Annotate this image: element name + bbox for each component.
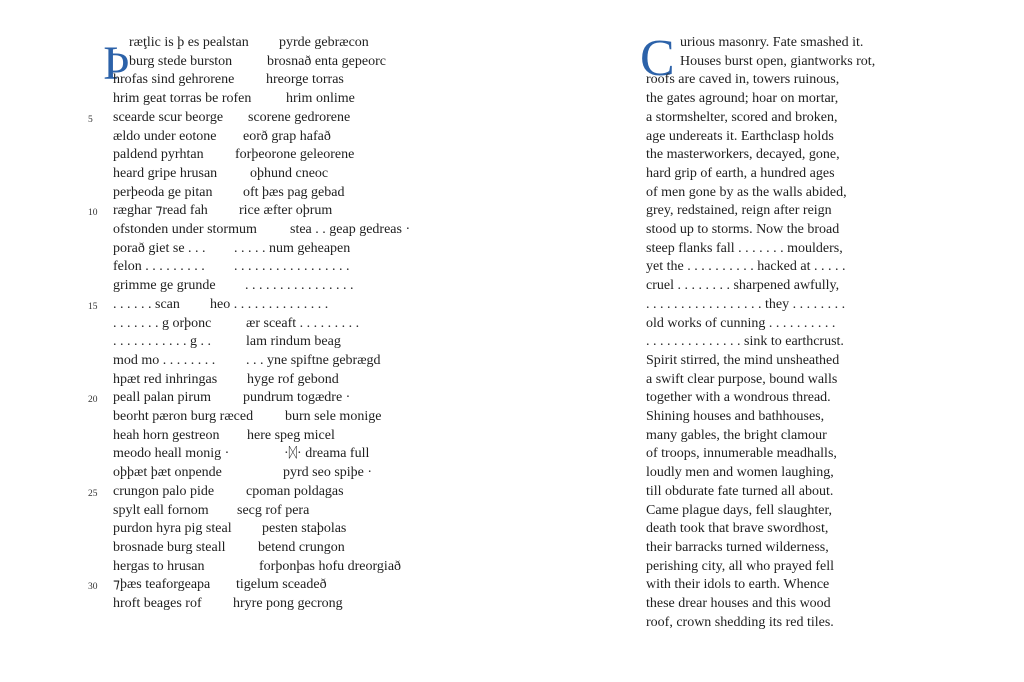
first-half-line: perþeoda ge pitan (113, 184, 213, 200)
second-half-line: pundrum togædre · (243, 390, 351, 406)
second-half-line: . . . . . . . . . . . . . . . . (245, 278, 354, 294)
first-half-line: heah horn gestreon (113, 427, 220, 443)
translation-dropcap: C (640, 30, 675, 87)
first-half-line: grimme ge grunde (113, 278, 216, 294)
second-half-line: stea . . geap gedreas · (290, 222, 411, 237)
second-half-line: ær sceaft . . . . . . . . . (246, 315, 360, 331)
second-half-line: oþhund cneoc (250, 165, 329, 181)
second-half-line: pesten staþolas (262, 521, 347, 537)
second-half-line: scorene gedrorene (248, 109, 351, 125)
first-half-line: hroft beages rof (113, 596, 202, 611)
first-half-line: meodo heall monig · (113, 446, 230, 462)
second-half-line: heo . . . . . . . . . . . . . . (210, 296, 329, 312)
first-half-line: paldend pyrhtan (113, 147, 204, 163)
first-half-line: purdon hyra pig steal (113, 521, 232, 537)
line-number: 10 (88, 208, 98, 219)
first-half-line: brosnade burg steall (113, 539, 226, 555)
second-half-line: oft þæs pag gebad (243, 184, 345, 200)
second-half-line: pyrde gebræcon (279, 35, 369, 50)
second-half-line: rice æfter oþrum (239, 203, 333, 219)
second-half-line: forþeorone geleorene (235, 147, 355, 163)
translation-line: loudly men and women laughing, (646, 465, 834, 481)
first-half-line: hergas to hrusan (113, 558, 205, 574)
translation-line: Spirit stirred, the mind unsheathed (646, 352, 840, 368)
first-half-line: felon . . . . . . . . . (113, 259, 205, 275)
line-number: 20 (88, 395, 98, 406)
first-half-line: mod mo . . . . . . . . (113, 352, 216, 368)
translation-line: of men gone by as the walls abided, (646, 184, 847, 200)
first-half-line: ofstonden under stormum (113, 222, 257, 237)
second-half-line: pyrd seo spiþe · (283, 465, 373, 481)
translation-line: grey, redstained, reign after reign (646, 203, 832, 219)
second-half-line: lam rindum beag (246, 334, 341, 350)
translation-line: roof, crown shedding its red tiles. (646, 614, 834, 630)
translation-line: . . . . . . . . . . . . . . . . . they . . . . . . . . (646, 296, 846, 312)
line-number: 5 (88, 114, 93, 125)
translation-line: death took that brave swordhost, (646, 521, 829, 537)
second-half-line: eorð grap hafað (243, 128, 331, 144)
second-half-line: ·ᛞ· dreama full (284, 446, 370, 462)
translation-line: yet the . . . . . . . . . . hacked at . . . . . (646, 259, 846, 275)
translation-line: Came plague days, fell slaughter, (646, 502, 833, 518)
second-half-line: here speg micel (247, 427, 335, 443)
translation-line: old works of cunning . . . . . . . . . . (646, 315, 836, 331)
translation-line: the gates aground; hoar on mortar, (646, 91, 839, 107)
second-half-line: hrim onlime (286, 91, 355, 107)
second-half-line: burn sele monige (285, 409, 382, 424)
second-half-line: . . . . . num geheapen (234, 240, 351, 256)
first-half-line: porað giet se . . . (113, 240, 206, 256)
line-number: 15 (88, 301, 98, 312)
first-half-line: heard gripe hrusan (113, 165, 218, 181)
first-half-line: . . . . . . . g orþonc (113, 315, 212, 331)
translation-line: a stormshelter, scored and broken, (646, 109, 838, 125)
second-half-line: hyge rof gebond (247, 371, 339, 387)
first-half-line: spylt eall fornom (113, 502, 209, 518)
translation-line: . . . . . . . . . . . . . . sink to earthcrust. (646, 334, 844, 350)
translation-line: their barracks turned wilderness, (646, 539, 829, 555)
translation-line: the masterworkers, decayed, gone, (646, 147, 840, 163)
first-half-line: oþþæt þæt onpende (113, 465, 222, 481)
translation-line: these drear houses and this wood (646, 596, 831, 611)
first-half-line: ræţlic is þ es pealstan (129, 35, 249, 50)
second-half-line: secg rof pera (237, 502, 310, 518)
first-half-line: hpæt red inhringas (113, 371, 218, 387)
second-half-line: betend crungon (258, 539, 345, 555)
second-half-line: brosnað enta gepeorc (267, 53, 386, 69)
translation-line: together with a wondrous thread. (646, 390, 831, 406)
first-half-line: scearde scur beorge (113, 109, 224, 125)
translation-line: hard grip of earth, a hundred ages (646, 165, 835, 181)
translation-line: Shining houses and bathhouses, (646, 409, 825, 424)
translation-line: of troops, innumerable meadhalls, (646, 446, 837, 462)
old-english-dropcap: Þ (103, 37, 130, 90)
translation-page (512, 0, 1024, 682)
translation-line: age undereats it. Earthclasp holds (646, 128, 834, 144)
translation-line: a swift clear purpose, bound walls (646, 371, 838, 387)
second-half-line: hreorge torras (266, 72, 344, 88)
first-half-line: . . . . . . . . . . . g . . (113, 334, 211, 350)
translation-line: urious masonry. Fate smashed it. (680, 35, 864, 50)
translation-line: perishing city, all who prayed fell (646, 558, 835, 574)
translation-line: roofs are caved in, towers ruinous, (646, 72, 840, 88)
second-half-line: forþonþas hofu dreorgiað (259, 558, 402, 574)
first-half-line: beorht pæron burg ræced (113, 409, 254, 424)
second-half-line: . . . . . . . . . . . . . . . . . (234, 259, 350, 275)
second-half-line: . . . yne spiftne gebrægd (246, 352, 381, 368)
first-half-line: . . . . . . scan (113, 296, 180, 312)
translation-line: with their idols to earth. Whence (646, 577, 830, 593)
first-half-line: ræghar ⁊read fah (113, 203, 208, 219)
first-half-line: hrofas sind gehrorene (113, 72, 235, 88)
first-half-line: peall palan pirum (113, 390, 211, 406)
line-number: 30 (88, 582, 98, 593)
translation-line: stood up to storms. Now the broad (646, 222, 840, 237)
translation-line: cruel . . . . . . . . sharpened awfully, (646, 278, 840, 294)
first-half-line: crungon palo pide (113, 483, 215, 499)
translation-line: till obdurate fate turned all about. (646, 483, 834, 499)
first-half-line: ældo under eotone (113, 128, 217, 144)
second-half-line: tigelum sceadeð (236, 577, 327, 593)
line-number: 25 (88, 488, 98, 499)
second-half-line: hryre pong gecrong (233, 596, 343, 611)
translation-line: many gables, the bright clamour (646, 427, 827, 443)
translation-line: steep flanks fall . . . . . . . moulders, (646, 240, 843, 256)
second-half-line: cpoman poldagas (246, 483, 344, 499)
first-half-line: burg stede burston (129, 53, 233, 69)
first-half-line: ⁊þæs teaforgeapa (113, 577, 211, 593)
first-half-line: hrim geat torras be rofen (113, 91, 252, 107)
translation-line: Houses burst open, giantworks rot, (680, 53, 876, 69)
